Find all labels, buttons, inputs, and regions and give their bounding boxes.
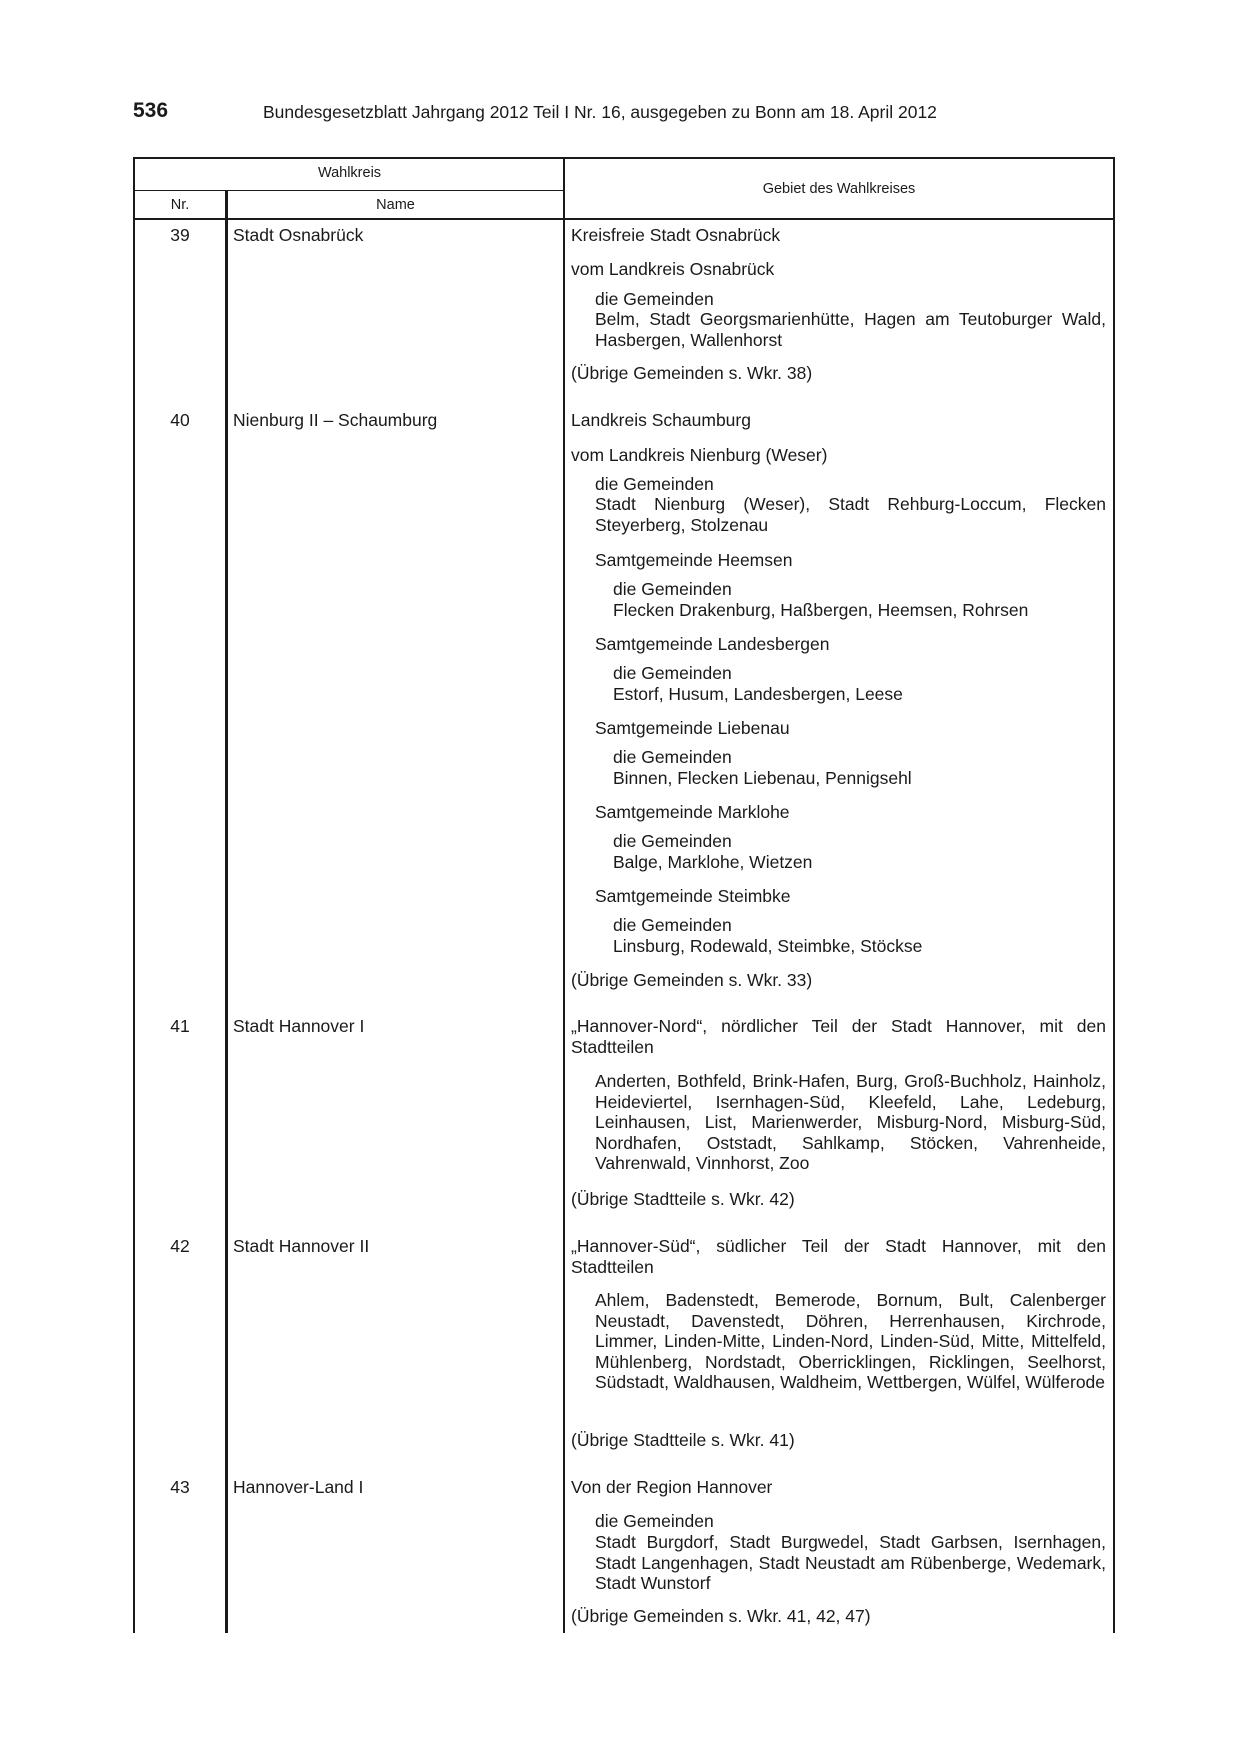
- area-line: Samtgemeinde Landesbergen: [595, 634, 830, 654]
- header-bottom-rule: [133, 218, 1115, 220]
- area-line: die Gemeinden: [595, 1511, 714, 1531]
- row-name: Nienburg II – Schaumburg: [233, 410, 438, 430]
- area-line: die Gemeinden: [613, 747, 732, 767]
- area-line: die Gemeinden: [595, 289, 714, 309]
- area-line: die Gemeinden: [613, 663, 732, 683]
- area-line: Flecken Drakenburg, Haßbergen, Heemsen, Rohrsen: [613, 600, 1029, 620]
- page-number: 536: [133, 99, 169, 122]
- area-line: Balge, Marklohe, Wietzen: [613, 852, 813, 872]
- area-line: Samtgemeinde Heemsen: [595, 550, 793, 570]
- table-right-rule: [1113, 157, 1115, 1633]
- area-line: die Gemeinden: [595, 474, 714, 494]
- area-line: Samtgemeinde Marklohe: [595, 802, 790, 822]
- header-sub-rule: [133, 190, 564, 191]
- area-line: „Hannover-Nord“, nördlicher Teil der Stadt Hannover, mit den Stadtteilen: [571, 1016, 1106, 1057]
- area-line: Samtgemeinde Steimbke: [595, 886, 791, 906]
- header-gebiet: Gebiet des Wahlkreises: [762, 181, 916, 197]
- area-line: Binnen, Flecken Liebenau, Pennigsehl: [613, 768, 912, 788]
- row-nr: 41: [170, 1016, 190, 1036]
- area-line: Estorf, Husum, Landesbergen, Leese: [613, 684, 903, 704]
- area-line: Kreisfreie Stadt Osnabrück: [571, 225, 781, 245]
- area-line: Von der Region Hannover: [571, 1477, 773, 1497]
- area-line: Stadt Burgdorf, Stadt Burgwedel, Stadt Garbsen, Isernhagen, Stadt Langenhagen, Stadt Neustadt am Rübenberge, Wedemark, Stadt Wunstorf: [595, 1532, 1106, 1593]
- area-line: die Gemeinden: [613, 915, 732, 935]
- area-line: Linsburg, Rodewald, Steimbke, Stöckse: [613, 936, 923, 956]
- area-line: Ahlem, Badenstedt, Bemerode, Bornum, Bult, Calenberger Neustadt, Davenstedt, Döhren, Herrenhausen, Kirchrode, Limmer, Linden-Mitte, Linden-Nord, Linden-Süd, Mitte, Mittelfeld, Mühlenberg, Nordstadt, Oberricklingen, Ricklingen, Seelhorst, Südstadt, Waldhausen, Waldheim, Wettbergen, Wülfel, Wülferode: [595, 1290, 1106, 1392]
- row-name: Stadt Hannover II: [233, 1236, 370, 1256]
- row-nr: 43: [170, 1477, 190, 1497]
- row-name: Stadt Osnabrück: [233, 225, 364, 245]
- area-line: (Übrige Gemeinden s. Wkr. 41, 42, 47): [571, 1606, 871, 1626]
- table-left-rule: [133, 157, 135, 1633]
- area-line: die Gemeinden: [613, 831, 732, 851]
- area-line: die Gemeinden: [613, 579, 732, 599]
- area-line: Belm, Stadt Georgsmarienhütte, Hagen am Teutoburger Wald, Hasbergen, Wallenhorst: [595, 309, 1106, 350]
- area-line: (Übrige Stadtteile s. Wkr. 41): [571, 1430, 795, 1450]
- name-column-rule: [563, 157, 565, 1633]
- row-name: Stadt Hannover I: [233, 1016, 365, 1036]
- row-nr: 39: [170, 225, 190, 245]
- header-wahlkreis: Wahlkreis: [317, 165, 382, 181]
- row-nr: 42: [170, 1236, 190, 1256]
- area-line: Samtgemeinde Liebenau: [595, 718, 790, 738]
- row-nr: 40: [170, 410, 190, 430]
- area-line: Stadt Nienburg (Weser), Stadt Rehburg-Loccum, Flecken Steyerberg, Stolzenau: [595, 494, 1106, 535]
- area-line: (Übrige Stadtteile s. Wkr. 42): [571, 1189, 795, 1209]
- area-line: „Hannover-Süd“, südlicher Teil der Stadt Hannover, mit den Stadtteilen: [571, 1236, 1106, 1277]
- nr-column-rule: [225, 191, 228, 1633]
- area-line: vom Landkreis Osnabrück: [571, 259, 775, 279]
- area-line: vom Landkreis Nienburg (Weser): [571, 445, 828, 465]
- area-line: Anderten, Bothfeld, Brink-Hafen, Burg, Groß-Buchholz, Hainholz, Heideviertel, Isernhagen-Süd, Kleefeld, Lahe, Ledeburg, Leinhausen, List, Marienwerder, Misburg-Nord, Misburg-Süd, Nordhafen, Oststadt, Sahlkamp, Stöcken, Vahrenheide, Vahrenwald, Vinnhorst, Zoo: [595, 1071, 1106, 1173]
- area-line: (Übrige Gemeinden s. Wkr. 33): [571, 970, 813, 990]
- header-nr: Nr.: [170, 197, 190, 213]
- table-top-rule: [133, 157, 1115, 159]
- area-line: Landkreis Schaumburg: [571, 410, 751, 430]
- row-name: Hannover-Land I: [233, 1477, 364, 1497]
- header-name: Name: [376, 197, 415, 213]
- running-head: Bundesgesetzblatt Jahrgang 2012 Teil I Nr. 16, ausgegeben zu Bonn am 18. April 2012: [263, 102, 937, 122]
- area-line: (Übrige Gemeinden s. Wkr. 38): [571, 363, 813, 383]
